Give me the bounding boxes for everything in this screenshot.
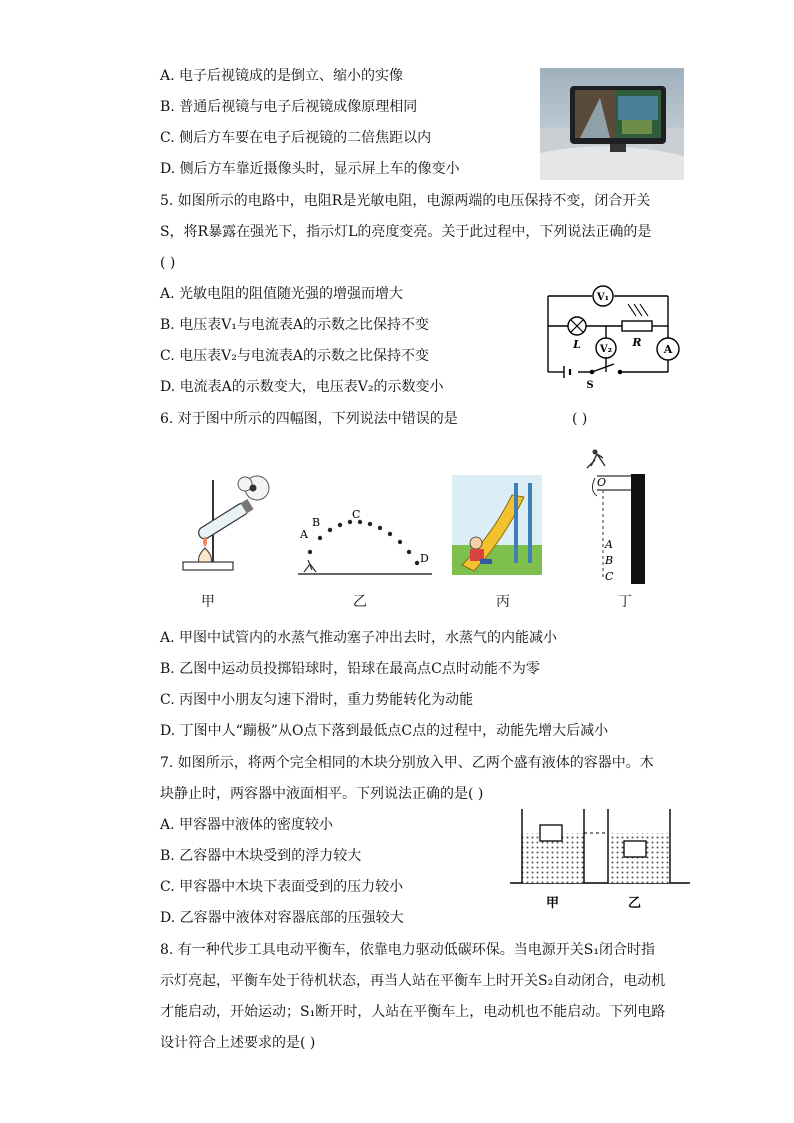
label-b: B — [605, 554, 614, 567]
caption-jia: 甲 — [201, 594, 215, 610]
fig-bing-slide — [452, 475, 542, 575]
label-d: D — [420, 552, 429, 565]
q6-option-b: B. 乙图中运动员投掷铅球时，铅球在最高点C点时动能不为零 — [160, 661, 540, 677]
fig-ding-bungee — [575, 450, 655, 585]
q4-option-a: A. 电子后视镜成的是倒立、缩小的实像 — [160, 68, 404, 84]
q8-line1: 8. 有一种代步工具电动平衡车，依靠电力驱动低碳环保。当电源开关S₁闭合时指 — [160, 942, 656, 958]
switch-label: S — [586, 380, 594, 391]
label-o: O — [597, 476, 607, 489]
caption-bing: 丙 — [496, 594, 510, 610]
q5-option-d: D. 电流表A的示数变大，电压表V₂的示数变小 — [160, 379, 444, 395]
q5-stem-line3: ( ) — [160, 255, 176, 271]
label-b: B — [312, 516, 321, 529]
caption-yi: 乙 — [353, 594, 367, 610]
lamp-label: L — [573, 338, 581, 351]
q5-circuit-diagram — [540, 282, 690, 392]
caption-ding: 丁 — [618, 594, 632, 610]
label-a: A — [605, 538, 613, 551]
q6-option-a: A. 甲图中试管内的水蒸气推动塞子冲出去时，水蒸气的内能减小 — [160, 630, 558, 646]
q7-stem-line2: 块静止时，两容器中液面相平。下列说法正确的是( ) — [160, 786, 484, 802]
label-jia: 甲 — [546, 896, 560, 911]
label-c: C — [352, 508, 361, 521]
label-c: C — [605, 570, 614, 583]
q6-option-c: C. 丙图中小朋友匀速下滑时，重力势能转化为动能 — [160, 692, 474, 708]
q7-stem-line1: 7. 如图所示，将两个完全相同的木块分别放入甲、乙两个盛有液体的容器中。木 — [160, 755, 654, 771]
q8-line3: 才能启动，开始运动；S₁断开时，人站在平衡车上，电动机也不能启动。下列电路 — [160, 1004, 666, 1020]
q6-option-d: D. 丁图中人“蹦极”从O点下落到最低点C点的过程中，动能先增大后减小 — [160, 723, 609, 739]
q5-option-a: A. 光敏电阻的阻值随光强的增强而增大 — [160, 286, 404, 302]
fig-jia-steam-tube — [175, 470, 275, 575]
electronic-mirror-photo — [540, 68, 684, 180]
q5-stem-line1: 5. 如图所示的电路中，电阻R是光敏电阻，电源两端的电压保持不变，闭合开关 — [160, 193, 651, 209]
q7-option-c: C. 甲容器中木块下表面受到的压力较小 — [160, 879, 404, 895]
q7-option-d: D. 乙容器中液体对容器底部的压强较大 — [160, 910, 404, 926]
q4-option-b: B. 普通后视镜与电子后视镜成像原理相同 — [160, 99, 418, 115]
photoresistor-icon — [622, 321, 652, 331]
q8-line2: 示灯亮起，平衡车处于待机状态，再当人站在平衡车上时开关S₂自动闭合，电动机 — [160, 973, 666, 989]
q4-option-d: D. 侧后方车靠近摄像头时，显示屏上车的像变小 — [160, 161, 460, 177]
q4-option-c: C. 侧后方车要在电子后视镜的二倍焦距以内 — [160, 130, 432, 146]
q6-stem: 6. 对于图中所示的四幅图，下列说法中错误的是 — [160, 411, 458, 427]
label-a: A — [300, 528, 308, 541]
q7-containers-diagram — [510, 805, 690, 913]
label-yi: 乙 — [628, 896, 642, 911]
q8-line4: 设计符合上述要求的是( ) — [160, 1035, 316, 1051]
q5-option-c: C. 电压表V₂与电流表A的示数之比保持不变 — [160, 348, 429, 364]
resistor-label: R — [632, 336, 642, 349]
q7-option-b: B. 乙容器中木块受到的浮力较大 — [160, 848, 362, 864]
q5-option-b: B. 电压表V₁与电流表A的示数之比保持不变 — [160, 317, 430, 333]
q7-option-a: A. 甲容器中液体的密度较小 — [160, 817, 334, 833]
v1-label: V₁ — [596, 292, 610, 303]
v2-label: V₂ — [599, 344, 613, 355]
ammeter-label: A — [663, 343, 673, 356]
q5-stem-line2: S，将R暴露在强光下，指示灯L的亮度变亮。关于此过程中，下列说法正确的是 — [160, 224, 652, 240]
q6-paren: ( ) — [572, 411, 588, 427]
fig-yi-shot-put — [296, 508, 436, 580]
